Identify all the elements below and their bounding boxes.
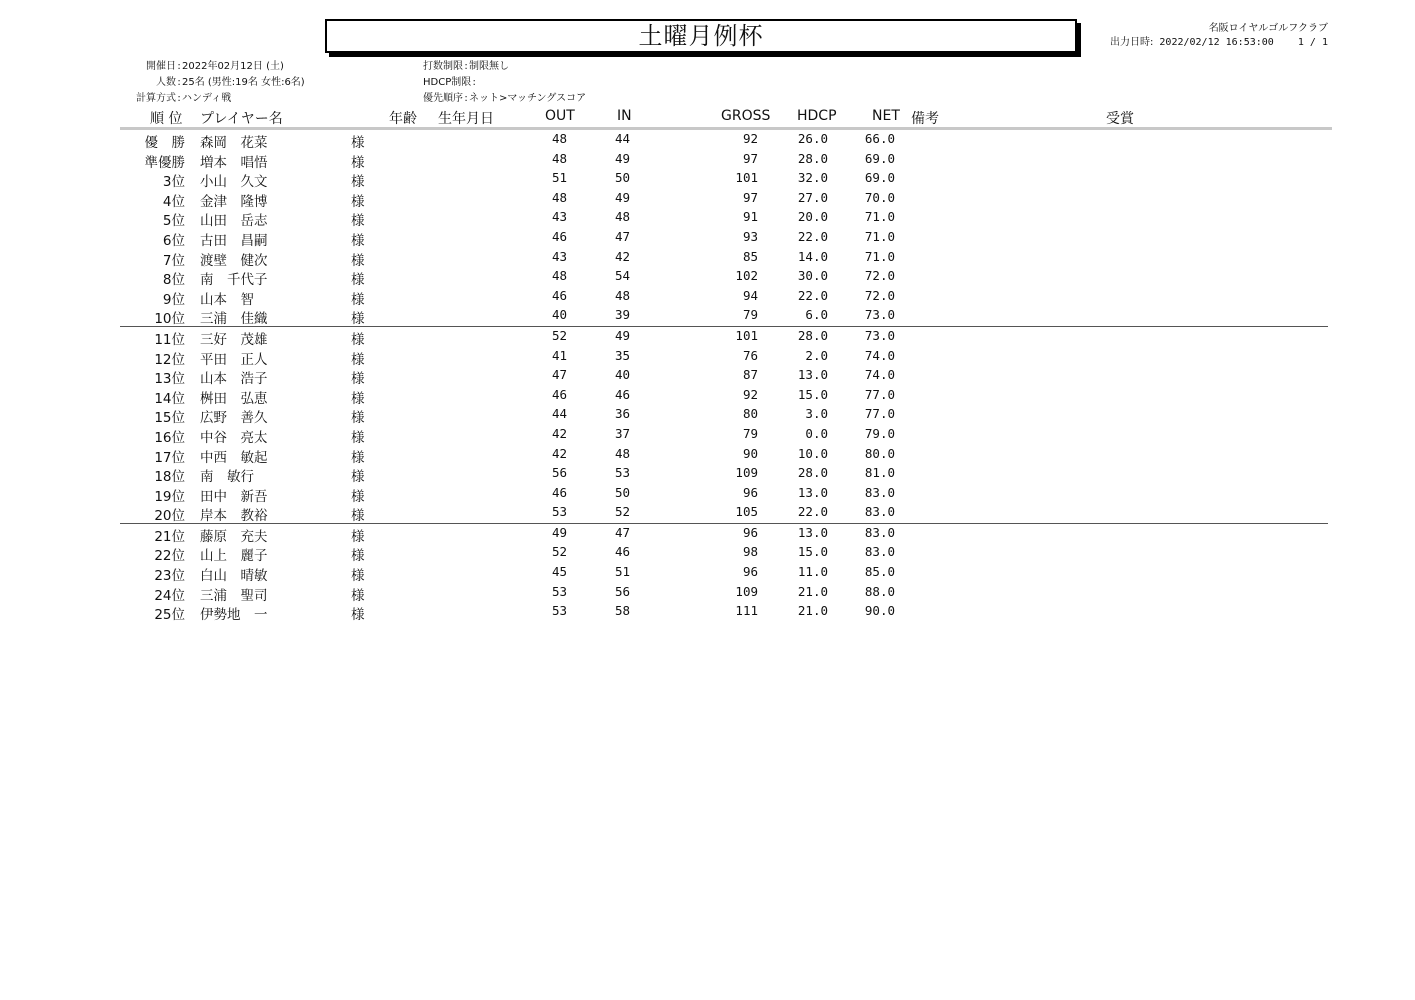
rank-cell: 9位 (162, 291, 185, 308)
in-score: 47 (614, 524, 630, 540)
event-date-label: 開催日 (146, 61, 176, 72)
gross-score: 79 (742, 425, 758, 441)
hdcp-value: 22.0 (797, 228, 828, 244)
priority-row: 優先順序 : ネット>マッチングスコア (423, 91, 586, 107)
honorific: 様 (351, 232, 365, 249)
hdcp-value: 13.0 (797, 484, 828, 500)
net-score: 74.0 (864, 367, 895, 383)
hdcp-value: 13.0 (797, 367, 828, 383)
gross-score: 93 (742, 228, 758, 244)
headcount-value: 25名 (男性:19名 女性:6名) (182, 77, 305, 88)
net-score: 70.0 (864, 189, 895, 205)
table-row (0, 484, 1415, 504)
gross-score: 109 (735, 465, 758, 481)
hdcp-value: 2.0 (805, 347, 828, 363)
net-score: 80.0 (864, 445, 895, 461)
table-row (0, 524, 1415, 544)
player-name: 山上 麗子 (200, 548, 268, 565)
out-score: 56 (551, 465, 567, 481)
gross-score: 97 (742, 150, 758, 166)
gross-score: 92 (742, 131, 758, 146)
player-name: 山本 智 (200, 291, 254, 308)
out-score: 53 (551, 583, 567, 599)
gross-score: 91 (742, 209, 758, 225)
honorific: 様 (351, 174, 365, 191)
honorific: 様 (351, 429, 365, 446)
table-row (0, 267, 1415, 287)
hdcp-value: 11.0 (797, 564, 828, 580)
in-score: 35 (614, 347, 630, 363)
col-out: OUT (545, 108, 575, 124)
rank-cell: 14位 (154, 390, 185, 407)
table-row (120, 306, 1328, 327)
in-score: 56 (614, 583, 630, 599)
player-name: 藤原 充夫 (200, 528, 268, 545)
honorific: 様 (351, 410, 365, 427)
net-score: 71.0 (864, 248, 895, 264)
priority-value: ネット>マッチングスコア (469, 93, 587, 104)
hdcp-value: 0.0 (805, 425, 828, 441)
in-score: 44 (614, 131, 630, 146)
player-name: 三浦 聖司 (200, 587, 268, 604)
player-name: 金津 隆博 (200, 193, 268, 210)
col-rank: 順 位 (150, 111, 183, 127)
player-name: 南 敏行 (200, 469, 254, 486)
stroke-limit-row: 打数制限 : 制限無し (423, 59, 586, 75)
table-row (0, 563, 1415, 583)
hdcp-limit-row: HDCP制限 : (423, 75, 586, 91)
honorific: 様 (351, 607, 365, 624)
gross-score: 109 (735, 583, 758, 599)
table-row (120, 503, 1328, 524)
honorific: 様 (351, 311, 365, 328)
gross-score: 98 (742, 544, 758, 560)
rank-cell: 6位 (162, 232, 185, 249)
honorific: 様 (351, 213, 365, 230)
out-score: 46 (551, 228, 567, 244)
honorific: 様 (351, 528, 365, 545)
rank-cell: 18位 (154, 469, 185, 486)
hdcp-value: 27.0 (797, 189, 828, 205)
net-score: 71.0 (864, 209, 895, 225)
in-score: 46 (614, 386, 630, 402)
hdcp-value: 20.0 (797, 209, 828, 225)
in-score: 54 (614, 268, 630, 284)
honorific: 様 (351, 371, 365, 388)
calc-method-label: 計算方式 (136, 93, 176, 104)
col-birthdate: 生年月日 (438, 111, 494, 127)
gross-score: 111 (735, 603, 758, 619)
in-score: 49 (614, 189, 630, 205)
gross-score: 96 (742, 524, 758, 540)
gross-score: 90 (742, 445, 758, 461)
player-name: 森岡 花菜 (200, 135, 268, 151)
honorific: 様 (351, 351, 365, 368)
in-score: 50 (614, 170, 630, 186)
out-score: 42 (551, 425, 567, 441)
table-header (0, 108, 1415, 126)
table-row (0, 248, 1415, 268)
honorific: 様 (351, 469, 365, 486)
honorific: 様 (351, 449, 365, 466)
rank-cell: 8位 (162, 272, 185, 289)
rank-cell: 3位 (162, 174, 185, 191)
honorific: 様 (351, 252, 365, 269)
table-row (0, 543, 1415, 563)
out-score: 51 (551, 170, 567, 186)
in-score: 42 (614, 248, 630, 264)
rank-cell: 15位 (154, 410, 185, 427)
gross-score: 105 (735, 504, 758, 520)
in-score: 40 (614, 367, 630, 383)
gross-score: 79 (742, 307, 758, 323)
player-name: 白山 晴敏 (200, 568, 268, 585)
player-name: 古田 昌嗣 (200, 232, 268, 249)
report-title: 土曜月例杯 (325, 19, 1077, 53)
honorific: 様 (351, 291, 365, 308)
net-score: 69.0 (864, 170, 895, 186)
priority-label: 優先順序 (423, 93, 463, 104)
in-score: 53 (614, 465, 630, 481)
col-in: IN (617, 108, 632, 124)
in-score: 49 (614, 327, 630, 343)
in-score: 48 (614, 209, 630, 225)
printed-info: 出力日時: 2022/02/12 16:53:00 1 / 1 (1110, 37, 1328, 48)
rank-cell: 5位 (162, 213, 185, 230)
out-score: 44 (551, 406, 567, 422)
out-score: 48 (551, 189, 567, 205)
net-score: 72.0 (864, 268, 895, 284)
honorific: 様 (351, 587, 365, 604)
net-score: 77.0 (864, 406, 895, 422)
printed-label: 出力日時 (1110, 37, 1150, 48)
out-score: 49 (551, 524, 567, 540)
gross-score: 94 (742, 287, 758, 303)
table-row (0, 425, 1415, 445)
net-score: 83.0 (864, 484, 895, 500)
gross-score: 101 (735, 327, 758, 343)
rank-cell: 準優勝 (144, 154, 185, 171)
honorific: 様 (351, 331, 365, 348)
net-score: 73.0 (864, 327, 895, 343)
net-score: 74.0 (864, 347, 895, 363)
honorific: 様 (351, 548, 365, 565)
rank-cell: 7位 (162, 252, 185, 269)
table-row (0, 464, 1415, 484)
player-name: 中谷 亮太 (200, 429, 268, 446)
honorific: 様 (351, 272, 365, 289)
net-score: 69.0 (864, 150, 895, 166)
net-score: 79.0 (864, 425, 895, 441)
rank-cell: 12位 (154, 351, 185, 368)
net-score: 88.0 (864, 583, 895, 599)
net-score: 83.0 (864, 504, 895, 520)
honorific: 様 (351, 568, 365, 585)
net-score: 73.0 (864, 307, 895, 323)
out-score: 42 (551, 445, 567, 461)
honorific: 様 (351, 154, 365, 171)
in-score: 37 (614, 425, 630, 441)
hdcp-value: 28.0 (797, 327, 828, 343)
rank-cell: 11位 (154, 331, 185, 348)
table-row (0, 150, 1415, 170)
honorific: 様 (351, 390, 365, 407)
club-name: 名阪ロイヤルゴルフクラブ (1208, 23, 1328, 34)
player-name: 三浦 佳織 (200, 311, 268, 328)
in-score: 51 (614, 564, 630, 580)
out-score: 53 (551, 504, 567, 520)
hdcp-value: 32.0 (797, 170, 828, 186)
col-net: NET (872, 108, 900, 124)
out-score: 48 (551, 150, 567, 166)
gross-score: 96 (742, 564, 758, 580)
col-award: 受賞 (1106, 111, 1134, 127)
net-score: 77.0 (864, 386, 895, 402)
rank-cell: 25位 (154, 607, 185, 624)
table-row (0, 602, 1415, 622)
net-score: 66.0 (864, 131, 895, 146)
player-name: 三好 茂雄 (200, 331, 268, 348)
rank-cell: 16位 (154, 429, 185, 446)
rules-info (423, 59, 586, 107)
in-score: 50 (614, 484, 630, 500)
table-row (0, 583, 1415, 603)
net-score: 85.0 (864, 564, 895, 580)
hdcp-value: 30.0 (797, 268, 828, 284)
event-info (120, 59, 305, 107)
player-name: 桝田 弘恵 (200, 390, 268, 407)
player-name: 中西 敏起 (200, 449, 268, 466)
out-score: 47 (551, 367, 567, 383)
printed-datetime: 2022/02/12 16:53:00 (1159, 37, 1274, 48)
player-name: 伊勢地 一 (200, 607, 268, 624)
gross-score: 102 (735, 268, 758, 284)
in-score: 48 (614, 287, 630, 303)
honorific: 様 (351, 193, 365, 210)
stroke-limit-value: 制限無し (469, 61, 509, 72)
calc-method-row: 計算方式 : ハンディ戦 (120, 91, 305, 107)
calc-method-value: ハンディ戦 (182, 93, 232, 104)
out-score: 52 (551, 327, 567, 343)
hdcp-value: 28.0 (797, 465, 828, 481)
player-name: 山田 岳志 (200, 213, 268, 230)
gross-score: 101 (735, 170, 758, 186)
in-score: 46 (614, 544, 630, 560)
col-player: プレイヤー名 (200, 111, 283, 127)
in-score: 36 (614, 406, 630, 422)
headcount-label: 人数 (156, 77, 176, 88)
in-score: 58 (614, 603, 630, 619)
net-score: 81.0 (864, 465, 895, 481)
out-score: 41 (551, 347, 567, 363)
out-score: 43 (551, 209, 567, 225)
gross-score: 87 (742, 367, 758, 383)
col-notes: 備考 (911, 111, 939, 127)
honorific: 様 (351, 488, 365, 505)
col-gross: GROSS (721, 108, 771, 124)
gross-score: 85 (742, 248, 758, 264)
rank-cell: 23位 (154, 568, 185, 585)
hdcp-value: 13.0 (797, 524, 828, 540)
table-row (0, 208, 1415, 228)
net-score: 90.0 (864, 603, 895, 619)
rank-cell: 優 勝 (144, 135, 185, 151)
table-row (0, 169, 1415, 189)
out-score: 52 (551, 544, 567, 560)
net-score: 83.0 (864, 544, 895, 560)
rank-cell: 20位 (154, 508, 185, 525)
hdcp-value: 28.0 (797, 150, 828, 166)
in-score: 49 (614, 150, 630, 166)
player-name: 岸本 教裕 (200, 508, 268, 525)
rank-cell: 13位 (154, 371, 185, 388)
gross-score: 97 (742, 189, 758, 205)
hdcp-value: 15.0 (797, 386, 828, 402)
table-row (0, 445, 1415, 465)
out-score: 45 (551, 564, 567, 580)
rank-cell: 10位 (154, 311, 185, 328)
gross-score: 96 (742, 484, 758, 500)
hdcp-value: 10.0 (797, 445, 828, 461)
table-row (0, 189, 1415, 209)
col-age: 年齢 (389, 111, 417, 127)
table-row (0, 405, 1415, 425)
in-score: 47 (614, 228, 630, 244)
net-score: 71.0 (864, 228, 895, 244)
honorific: 様 (351, 135, 365, 151)
hdcp-value: 21.0 (797, 603, 828, 619)
table-row (0, 386, 1415, 406)
hdcp-value: 22.0 (797, 287, 828, 303)
net-score: 83.0 (864, 524, 895, 540)
in-score: 52 (614, 504, 630, 520)
hdcp-value: 6.0 (805, 307, 828, 323)
player-name: 広野 善久 (200, 410, 268, 427)
rank-cell: 24位 (154, 587, 185, 604)
player-name: 山本 浩子 (200, 371, 268, 388)
out-score: 53 (551, 603, 567, 619)
out-score: 46 (551, 287, 567, 303)
player-name: 田中 新吾 (200, 488, 268, 505)
honorific: 様 (351, 508, 365, 525)
out-score: 40 (551, 307, 567, 323)
out-score: 48 (551, 131, 567, 146)
results-table (0, 130, 1415, 622)
hdcp-value: 21.0 (797, 583, 828, 599)
hdcp-value: 15.0 (797, 544, 828, 560)
gross-score: 92 (742, 386, 758, 402)
table-row (0, 347, 1415, 367)
out-score: 48 (551, 268, 567, 284)
player-name: 渡壁 健次 (200, 252, 268, 269)
rank-cell: 19位 (154, 488, 185, 505)
stroke-limit-label: 打数制限 (423, 61, 463, 72)
player-name: 小山 久文 (200, 174, 268, 191)
col-hdcp: HDCP (797, 108, 837, 124)
hdcp-value: 22.0 (797, 504, 828, 520)
headcount-row: 人数 : 25名 (男性:19名 女性:6名) (120, 75, 305, 91)
net-score: 72.0 (864, 287, 895, 303)
out-score: 46 (551, 386, 567, 402)
out-score: 43 (551, 248, 567, 264)
rank-cell: 22位 (154, 548, 185, 565)
hdcp-limit-label: HDCP制限 (423, 77, 472, 88)
player-name: 南 千代子 (200, 272, 268, 289)
hdcp-value: 14.0 (797, 248, 828, 264)
event-date-row: 開催日 : 2022年02月12日 (土) (120, 59, 305, 75)
rank-cell: 4位 (162, 193, 185, 210)
in-score: 48 (614, 445, 630, 461)
page-number: 1 / 1 (1297, 37, 1328, 48)
gross-score: 76 (742, 347, 758, 363)
player-name: 平田 正人 (200, 351, 268, 368)
player-name: 増本 唱悟 (200, 154, 268, 171)
out-score: 46 (551, 484, 567, 500)
rank-cell: 17位 (154, 449, 185, 466)
rank-cell: 21位 (154, 528, 185, 545)
event-date-value: 2022年02月12日 (土) (182, 61, 284, 72)
table-row (0, 327, 1415, 347)
table-row (0, 228, 1415, 248)
gross-score: 80 (742, 406, 758, 422)
hdcp-value: 26.0 (797, 131, 828, 146)
in-score: 39 (614, 307, 630, 323)
table-row (0, 287, 1415, 307)
hdcp-value: 3.0 (805, 406, 828, 422)
table-row (0, 366, 1415, 386)
table-row (0, 130, 1415, 150)
